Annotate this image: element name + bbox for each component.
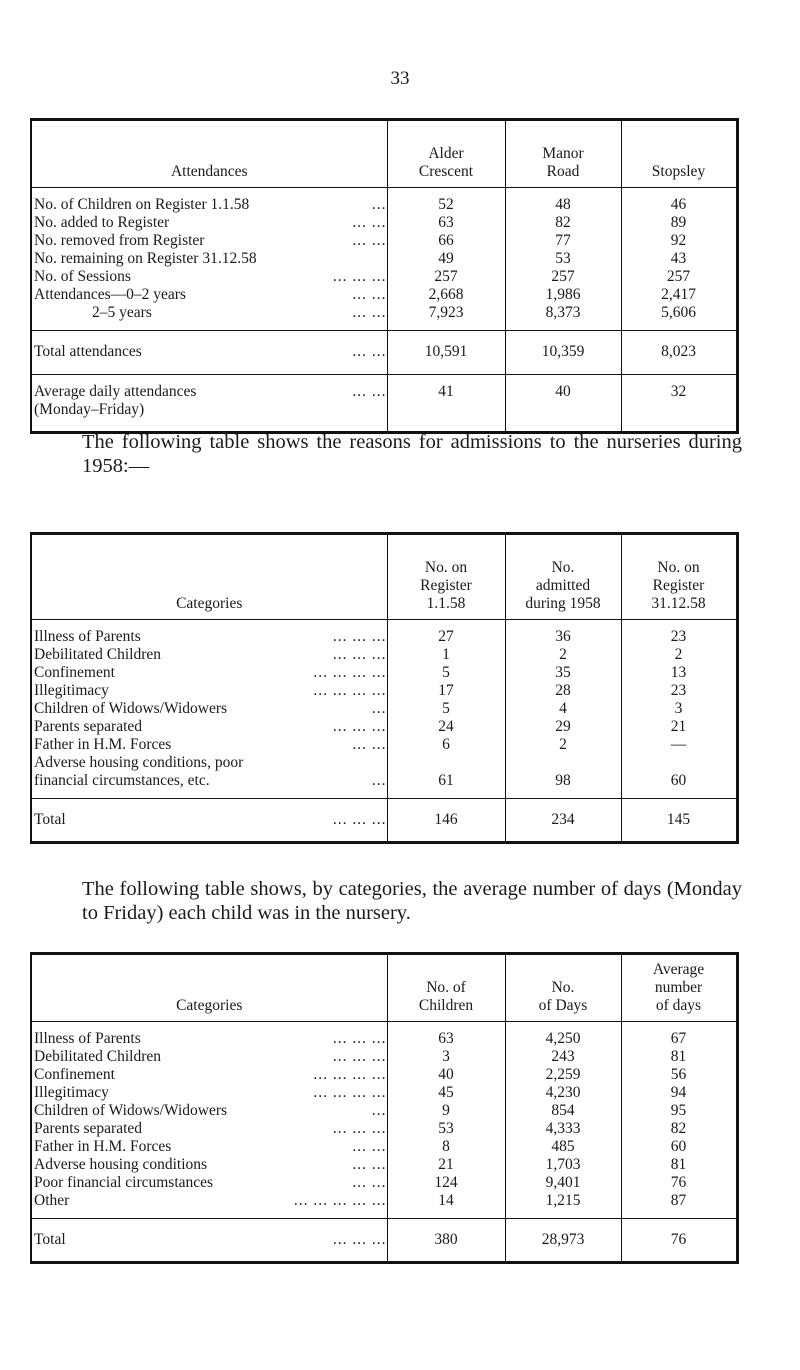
table1-row bbox=[31, 304, 737, 322]
table3-row-label: Parents separated ... ... ... bbox=[34, 1120, 387, 1137]
table1-row-label: No. removed from Register ... ... bbox=[34, 232, 387, 249]
table3-row bbox=[31, 1084, 737, 1102]
table1-cell: 53 bbox=[505, 250, 621, 268]
table3-cell: 40 bbox=[387, 1066, 505, 1084]
paragraph-admissions: The following table shows the reasons for admissions to the nurseries during 1958:— bbox=[82, 431, 742, 477]
table1-row bbox=[31, 374, 737, 432]
table1-row-label: No. of Children on Register 1.1.58 ... bbox=[34, 196, 387, 213]
table3-row bbox=[31, 1022, 737, 1049]
table2-row-label: Debilitated Children ... ... ... bbox=[34, 646, 387, 663]
table3-row-label: Poor financial circumstances ... ... bbox=[34, 1174, 387, 1191]
table2-cell: 5 bbox=[387, 664, 505, 682]
table3-cell: 82 bbox=[621, 1120, 737, 1138]
table2-row bbox=[31, 664, 737, 682]
table2-cell: 145 bbox=[621, 798, 737, 842]
table2-cell: 1 bbox=[387, 646, 505, 664]
table3-cell: 56 bbox=[621, 1066, 737, 1084]
table3-cell: 63 bbox=[387, 1022, 505, 1049]
table2-cell: — bbox=[621, 736, 737, 754]
table2-cell: 5 bbox=[387, 700, 505, 718]
table2-row-label: financial circumstances, etc. ... bbox=[34, 772, 387, 789]
table1-cell: 257 bbox=[387, 268, 505, 286]
table1-row bbox=[31, 286, 737, 304]
table3-row bbox=[31, 1066, 737, 1084]
table2-header-2: No. admitted during 1958 bbox=[505, 534, 621, 620]
table2-row-label: Illness of Parents ... ... ... bbox=[34, 628, 387, 645]
table1-cell: 7,923 bbox=[387, 304, 505, 322]
table1-cell: 257 bbox=[621, 268, 737, 286]
table3-cell: 14 bbox=[387, 1192, 505, 1210]
table3-row bbox=[31, 1120, 737, 1138]
table3-row-label: Children of Widows/Widowers ... bbox=[34, 1102, 387, 1119]
table1-row bbox=[31, 188, 737, 215]
table3-cell: 9 bbox=[387, 1102, 505, 1120]
table2-cell: 61 bbox=[387, 772, 505, 790]
table3-cell: 4,250 bbox=[505, 1022, 621, 1049]
table2-cell: 21 bbox=[621, 718, 737, 736]
table3-cell: 3 bbox=[387, 1048, 505, 1066]
table1-header-3: Stopsley bbox=[621, 120, 737, 188]
table2-cell: 234 bbox=[505, 798, 621, 842]
table2-cell: 2 bbox=[505, 646, 621, 664]
table1-cell: 1,986 bbox=[505, 286, 621, 304]
table3-row bbox=[31, 1138, 737, 1156]
table1-cell: 2,417 bbox=[621, 286, 737, 304]
table1-row-label: Average daily attendances ... ... (Monday–Friday) bbox=[31, 374, 387, 432]
table3-header-3: Average number of days bbox=[621, 954, 737, 1022]
table3-cell: 9,401 bbox=[505, 1174, 621, 1192]
table3-cell: 4,333 bbox=[505, 1120, 621, 1138]
table3-row bbox=[31, 1048, 737, 1066]
table2-row bbox=[31, 798, 737, 842]
table1-row bbox=[31, 214, 737, 232]
table3-row-label: Debilitated Children ... ... ... bbox=[34, 1048, 387, 1065]
table3-cell: 94 bbox=[621, 1084, 737, 1102]
table2-row-label: Adverse housing conditions, poor bbox=[34, 754, 244, 771]
table3-cell: 243 bbox=[505, 1048, 621, 1066]
table2-header-1: No. on Register 1.1.58 bbox=[387, 534, 505, 620]
table1-cell: 257 bbox=[505, 268, 621, 286]
table2-row bbox=[31, 682, 737, 700]
table1-row bbox=[31, 232, 737, 250]
table1-header-2: Manor Road bbox=[505, 120, 621, 188]
admissions-table bbox=[30, 532, 739, 844]
table3-row-label: Total ... ... ... bbox=[31, 1218, 387, 1262]
table2-header-3: No. on Register 31.12.58 bbox=[621, 534, 737, 620]
table2-cell: 23 bbox=[621, 682, 737, 700]
table2-row-label: Children of Widows/Widowers ... bbox=[34, 700, 387, 717]
table3-cell: 854 bbox=[505, 1102, 621, 1120]
table1-cell: 10,359 bbox=[505, 330, 621, 374]
table1-row-label: Total attendances ... ... bbox=[31, 330, 387, 374]
table2-row bbox=[31, 646, 737, 664]
table3-cell: 81 bbox=[621, 1048, 737, 1066]
table3-cell: 1,215 bbox=[505, 1192, 621, 1210]
table1-cell: 82 bbox=[505, 214, 621, 232]
table2-row-label: Illegitimacy ... ... ... ... bbox=[34, 682, 387, 699]
table2-row-label: Total ... ... ... bbox=[31, 798, 387, 842]
table3-row bbox=[31, 1102, 737, 1120]
table2-cell: 60 bbox=[621, 772, 737, 790]
table1-cell: 66 bbox=[387, 232, 505, 250]
table2-row bbox=[31, 620, 737, 647]
table1-cell: 46 bbox=[621, 188, 737, 215]
table1-cell: 77 bbox=[505, 232, 621, 250]
table2-cell bbox=[387, 754, 505, 772]
table1-cell: 41 bbox=[387, 374, 505, 432]
table3-cell: 95 bbox=[621, 1102, 737, 1120]
table1-cell: 8,373 bbox=[505, 304, 621, 322]
table2-cell: 98 bbox=[505, 772, 621, 790]
table2-row-label: Parents separated ... ... ... bbox=[34, 718, 387, 735]
table3-cell: 60 bbox=[621, 1138, 737, 1156]
page-number: 33 bbox=[390, 68, 410, 89]
table2-cell: 2 bbox=[621, 646, 737, 664]
table2-header-0: Categories bbox=[31, 534, 387, 620]
table1-cell: 49 bbox=[387, 250, 505, 268]
table3-cell: 8 bbox=[387, 1138, 505, 1156]
table2-row-label: Father in H.M. Forces ... ... bbox=[34, 736, 387, 753]
table3-row-label: Confinement ... ... ... ... bbox=[34, 1066, 387, 1083]
table2-cell: 146 bbox=[387, 798, 505, 842]
table1-header-1: Alder Crescent bbox=[387, 120, 505, 188]
table1-header-0: Attendances bbox=[31, 120, 387, 188]
table1-cell: 8,023 bbox=[621, 330, 737, 374]
table1-cell: 52 bbox=[387, 188, 505, 215]
table3-row bbox=[31, 1156, 737, 1174]
table2-row-label: Confinement ... ... ... ... bbox=[34, 664, 387, 681]
table3-row-label: Adverse housing conditions ... ... bbox=[34, 1156, 387, 1173]
table3-cell: 81 bbox=[621, 1156, 737, 1174]
table1-cell: 92 bbox=[621, 232, 737, 250]
table2-cell: 27 bbox=[387, 620, 505, 647]
table2-row bbox=[31, 700, 737, 718]
table2-row bbox=[31, 736, 737, 754]
table2-cell: 36 bbox=[505, 620, 621, 647]
table3-cell: 485 bbox=[505, 1138, 621, 1156]
table2-cell: 17 bbox=[387, 682, 505, 700]
table3-cell: 87 bbox=[621, 1192, 737, 1210]
table3-header-2: No. of Days bbox=[505, 954, 621, 1022]
table3-row-label: Illegitimacy ... ... ... ... bbox=[34, 1084, 387, 1101]
table1-cell: 63 bbox=[387, 214, 505, 232]
table3-row bbox=[31, 1218, 737, 1262]
table3-cell: 76 bbox=[621, 1218, 737, 1262]
table3-row-label: Father in H.M. Forces ... ... bbox=[34, 1138, 387, 1155]
table2-cell: 4 bbox=[505, 700, 621, 718]
table3-row bbox=[31, 1192, 737, 1210]
table3-header-0: Categories bbox=[31, 954, 387, 1022]
table2-cell: 2 bbox=[505, 736, 621, 754]
table1-cell: 5,606 bbox=[621, 304, 737, 322]
table2-cell: 6 bbox=[387, 736, 505, 754]
table2-cell: 3 bbox=[621, 700, 737, 718]
attendances-table bbox=[30, 118, 739, 434]
table1-row bbox=[31, 268, 737, 286]
table1-cell: 10,591 bbox=[387, 330, 505, 374]
table2-row bbox=[31, 772, 737, 790]
table3-cell: 2,259 bbox=[505, 1066, 621, 1084]
paragraph-average-days: The following table shows, by categories, the average number of days (Monday to Friday) each child was in the nursery. bbox=[82, 878, 742, 924]
table1-row bbox=[31, 330, 737, 374]
table3-header-1: No. of Children bbox=[387, 954, 505, 1022]
table1-row-label: 2–5 years ... ... bbox=[92, 304, 387, 321]
table3-row-label: Other ... ... ... ... ... bbox=[34, 1192, 387, 1209]
table2-cell: 13 bbox=[621, 664, 737, 682]
table3-row bbox=[31, 1174, 737, 1192]
table3-cell: 124 bbox=[387, 1174, 505, 1192]
table2-cell: 29 bbox=[505, 718, 621, 736]
table2-cell: 24 bbox=[387, 718, 505, 736]
table3-cell: 4,230 bbox=[505, 1084, 621, 1102]
table3-cell: 76 bbox=[621, 1174, 737, 1192]
table1-row bbox=[31, 250, 737, 268]
table1-row-label: No. of Sessions ... ... ... bbox=[34, 268, 387, 285]
table3-row-label: Illness of Parents ... ... ... bbox=[34, 1030, 387, 1047]
table2-cell bbox=[505, 754, 621, 772]
table1-cell: 32 bbox=[621, 374, 737, 432]
table1-row-label: Attendances—0–2 years ... ... bbox=[34, 286, 387, 303]
table1-cell: 2,668 bbox=[387, 286, 505, 304]
table2-cell bbox=[621, 754, 737, 772]
table3-cell: 380 bbox=[387, 1218, 505, 1262]
table1-row-label: No. remaining on Register 31.12.58 bbox=[34, 250, 257, 267]
table1-cell: 43 bbox=[621, 250, 737, 268]
table1-cell: 40 bbox=[505, 374, 621, 432]
table2-row bbox=[31, 718, 737, 736]
table3-cell: 53 bbox=[387, 1120, 505, 1138]
table2-row bbox=[31, 754, 737, 772]
table3-cell: 45 bbox=[387, 1084, 505, 1102]
table3-cell: 28,973 bbox=[505, 1218, 621, 1262]
table3-cell: 67 bbox=[621, 1022, 737, 1049]
average-days-table bbox=[30, 952, 739, 1264]
table2-cell: 23 bbox=[621, 620, 737, 647]
table3-cell: 21 bbox=[387, 1156, 505, 1174]
table2-cell: 35 bbox=[505, 664, 621, 682]
table2-cell: 28 bbox=[505, 682, 621, 700]
table1-row-label: No. added to Register ... ... bbox=[34, 214, 387, 231]
table1-cell: 48 bbox=[505, 188, 621, 215]
table3-cell: 1,703 bbox=[505, 1156, 621, 1174]
table1-cell: 89 bbox=[621, 214, 737, 232]
